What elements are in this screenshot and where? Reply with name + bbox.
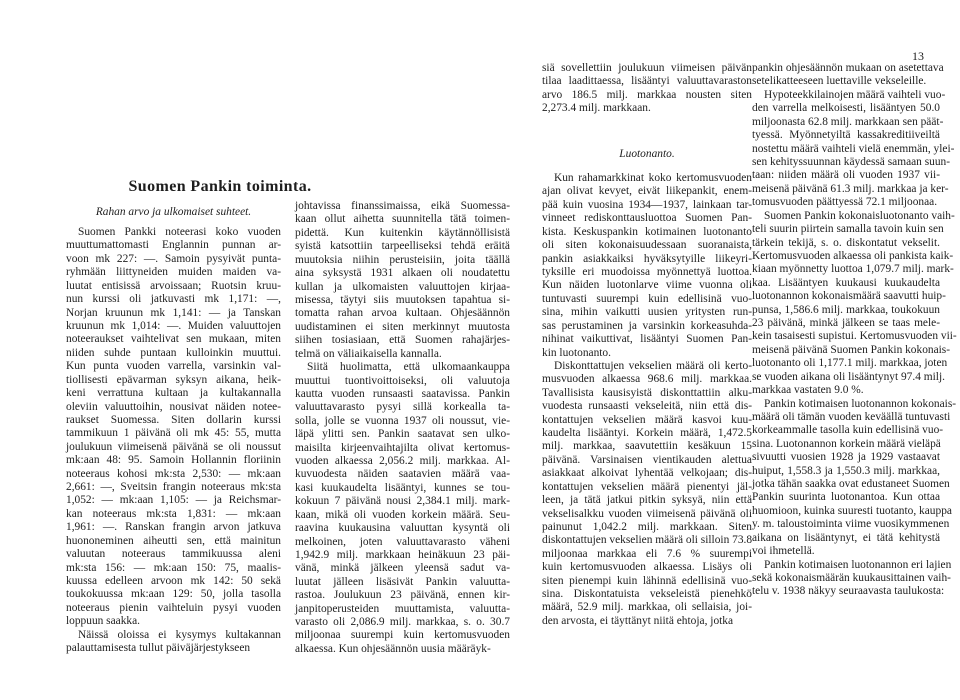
text-line: kuvuodesta näiden saatavien määrä vaa- xyxy=(295,468,510,481)
text-line: Norjan kruunun mk 1,141: — ja Tanskan xyxy=(66,306,281,319)
text-line: luotonanto oli 1,177.1 milj. markkaa, joten xyxy=(752,357,948,370)
text-line: kin luotonanto. xyxy=(542,346,611,359)
text-line: Pankin kotimaisen luotonannon eri lajien xyxy=(764,558,952,571)
text-line: miljoonasta 62.8 milj. markkaan sen päät- xyxy=(752,115,944,128)
text-line: tilaa laadittaessa, lisääntyi valuuttavaraston xyxy=(542,75,752,88)
text-line: leen, ja tätä jatkui pitkin syksyä, niin että xyxy=(542,494,752,507)
subsection-heading: Luotonanto. xyxy=(619,148,675,160)
text-line: 2,273.4 milj. markkaan. xyxy=(542,102,651,115)
text-line: palauttamisesta tullut päiväjärjestykseen xyxy=(66,642,251,654)
text-line: sina. Diskontatuista vekseleistä pienehkö xyxy=(542,588,752,600)
text-line: jotka tähän saakka ovat edustaneet Suomen xyxy=(752,478,950,490)
text-line: tiollisesti epävarman syksyn aikana, heik- xyxy=(66,373,281,386)
text-line: tyksille eri muodoissa myönnettyä luottoa. xyxy=(542,265,752,278)
text-line: musvuoden alkaessa 968.6 milj. markkaa. xyxy=(542,373,752,386)
text-line: 1,052: — mk:aan 1,105: — ja Reichsmar- xyxy=(66,494,281,507)
text-line: voi ihmetellä. xyxy=(752,545,815,558)
text-line: alkaessa. Kun ohjesäännön uusia määräyk- xyxy=(295,642,491,655)
text-line: miljoonaa suurempi kuin kertomusvuoden xyxy=(295,629,510,642)
text-line: Diskonttattujen vekselien määrä oli kerto- xyxy=(554,359,752,372)
text-line: määrä oli tämän vuoden keväällä tuntuvasti xyxy=(752,410,951,423)
text-line: meisenä päivänä 61.3 milj. markkaa ja ker- xyxy=(752,182,949,195)
text-line: vinneet rediskonttausluottoa Suomen Pan- xyxy=(542,212,752,225)
text-line: aina syksystä 1931 alkaen oli noudatettu xyxy=(295,267,510,280)
text-line: kruunun mk 1,014: —. Muiden valuuttojen xyxy=(66,319,281,332)
text-line: kautta vuoden runsaasti saatavissa. Pankin xyxy=(295,387,510,400)
text-line: kein tasaisesti supistui. Kertomusvuoden vii- xyxy=(752,330,957,343)
text-line: nihinat vaikuttivat, lisääntyi Suomen Pan- xyxy=(542,333,752,345)
text-line: Kun rahamarkkinat koko kertomusvuoden xyxy=(554,172,752,184)
text-line: 1,942.9 milj. markkaan heinäkuun 23 päi- xyxy=(295,548,510,561)
text-line: valuuttavarasto pysyi sillä korkealla ta- xyxy=(295,401,510,414)
text-line: nostettu määrä vaihteli vielä enemmän, ylei- xyxy=(752,142,955,155)
text-line: sina. Luotonannon korkein määrä vieläpä xyxy=(752,437,941,450)
text-line: muuttumattomasti Englannin punnan ar- xyxy=(66,239,281,252)
text-line: kullan ja ulkomaisten valuuttojen kirjaa- xyxy=(295,280,510,293)
text-line: pankin ohjesäännön mukaan on asetettava xyxy=(752,62,944,74)
text-line: Pankin kotimaisen luotonannon kokonais- xyxy=(764,397,957,410)
text-line: Suomen Pankin kokonaisluotonanto vaih- xyxy=(764,209,955,222)
text-line: kontattujen vekselien määrä pienentyi jäl- xyxy=(542,480,752,493)
text-line: vekselisalkku vuoden viimeisenä päivänä oli xyxy=(542,507,752,520)
text-line: muutoksia niihin perusteisiin, joita täällä xyxy=(295,253,510,266)
text-line: kiaan myönnetty luottoa 1,079.7 milj. mark- xyxy=(752,263,954,276)
text-line: arvo 186.5 milj. markkaa nousten siten xyxy=(542,88,752,101)
text-line: se vuoden aikana oli lisääntynyt 97.4 milj. xyxy=(752,370,945,383)
text-line: aikana on lisääntynyt, ei tätä kehitystä xyxy=(752,531,940,544)
text-line: setelikatteeseen luettaville vekseleille. xyxy=(752,75,927,88)
text-line: kokuun 7 päivänä nousi 2,384.1 milj. mark- xyxy=(295,495,510,508)
text-line: sas perustaminen ja varsinkin korkeasuhda- xyxy=(542,319,752,332)
text-line: vuoden alkaessa 2,056.2 milj. markkaa. Al- xyxy=(295,455,510,467)
page-number: 13 xyxy=(912,49,924,63)
text-line: markkaa vastaten 9.0 %. xyxy=(752,384,864,397)
text-line: kaudelta lisääntyi. Korkein määrä, 1,472.5 xyxy=(542,427,752,439)
text-line: määrä, 52.9 milj. markkaa, oli sellaisia, joi- xyxy=(542,601,752,614)
text-line: melkoinen, joten valuuttavarasto väheni xyxy=(295,535,510,548)
text-line: diskontattujen vekselien määrä oli silloin 73.8 xyxy=(542,534,753,547)
text-line: korkeammalle tasolla kuin edellisinä vuo- xyxy=(752,424,944,437)
text-line: siihen tosiasiaan, että Suomen rahajärjes- xyxy=(295,334,510,347)
text-line: päivänä. Varsinaisen vientikauden alettua xyxy=(542,453,752,466)
text-line: tammikuun 1 päivänä oli mk 45: 55, mutta xyxy=(66,427,281,440)
text-line: Pankin suurinta luotonantoa. Kun ottaa xyxy=(752,491,940,504)
text-line: syistä katsottiin tarpeelliseksi tehdä eräitä xyxy=(295,240,510,253)
text-line: ryhmään liittyneiden muiden maiden va- xyxy=(66,266,281,279)
text-line: kasi kuukaudelta lisääntyi, kunnes se tou- xyxy=(295,481,510,494)
text-line: Tavallisista kausisyistä diskonttattiin alku- xyxy=(542,386,752,399)
text-line: uudistaminen ei siten merkinnyt muutosta xyxy=(295,320,510,333)
text-line: meisenä päivänä Suomen Pankin kokonais- xyxy=(752,343,951,356)
text-line: huiput, 1,558.3 ja 1,550.3 milj. markkaa, xyxy=(752,464,940,477)
text-line: milj. markkaa, saavutettiin kesäkuun 15 xyxy=(542,440,752,453)
text-line: niiden suhde puntaan kulloinkin muuttui. xyxy=(66,346,281,359)
text-line: misessa, täytyi siis muutoksen tapahtua si- xyxy=(295,293,510,306)
text-line: siä sovellettiin joulukuun viimeisen päivän xyxy=(542,62,752,74)
text-line: luutat jälleen lisäsivät Pankin valuutta- xyxy=(295,575,510,588)
text-line: tomusvuoden päättyessä 72.1 miljoonaa. xyxy=(752,196,938,209)
text-line: valuutan noteeraus tammikuussa aleni xyxy=(66,548,281,561)
text-line: taan: niiden määrä oli vuoden 1937 vii- xyxy=(752,169,940,182)
text-line: miljoonaa markkaa eli 7.6 % suurempi xyxy=(542,547,752,560)
text-line: Hypoteekkilainojen määrä vaihteli vuo- xyxy=(764,88,946,101)
text-line: mk:sta 156: — mk:aan 150: 75, maalis- xyxy=(66,561,281,574)
text-line: oleviin valuuttoihin, nousivat näiden notee- xyxy=(66,400,281,413)
text-line: Suomen Pankki noteerasi koko vuoden xyxy=(78,226,281,238)
text-line: telmä on väliaikaisella kannalla. xyxy=(295,347,442,360)
text-line: Näissä oloissa ei kysymys kultakannan xyxy=(78,628,281,641)
text-line: pää kuin vuosina 1934—1937, lainkaan tar- xyxy=(542,198,752,211)
text-line: luotonannon kokonaismäärä saavutti huip- xyxy=(752,290,946,303)
text-line: kista. Keskuspankin kotimainen luotonanto xyxy=(542,225,752,238)
text-line: raukset Suomessa. Siten dollarin kurssi xyxy=(66,413,281,426)
text-line: keni verrattuna kultaan ja kultakannalla xyxy=(66,387,281,399)
text-line: 23 päivänä, minkä jälkeen se taas mele- xyxy=(752,317,940,329)
text-line: den arvosta, ei täyttänyt niitä ehtoja, jotka xyxy=(542,614,734,627)
text-line: sekä kokonaismäärän kuukausittainen vaih- xyxy=(752,572,951,584)
text-line: mk:aan 48: 95. Samoin Hollannin floriinin xyxy=(66,454,281,467)
text-line: rastoa. Joulukuun 23 päivänä, ennen kir- xyxy=(295,589,510,602)
text-line: punsa, 1,586.6 milj. markkaa, toukokuun xyxy=(752,303,940,316)
text-line: sina, mihin vaikutti uusien yritysten run- xyxy=(542,306,752,319)
text-line: läpä ylitti sen. Pankin saatavat sen ulko- xyxy=(295,428,510,441)
text-line: ajan olivat kevyet, eivät liikepankit, enem- xyxy=(542,185,752,198)
text-line: joulukuun viimeisenä päivänä se oli noussut xyxy=(66,440,281,453)
text-line: raavina kuukausina valuuttan kysyntä oli xyxy=(295,522,510,535)
text-line: tomatta rahan arvoa kultaan. Ohjesäännön xyxy=(295,307,510,320)
text-line: janpitoperusteiden muuttamista, valuutta- xyxy=(295,602,510,615)
text-line: asiakkaat alkoivat lyhentää velkojaan; dis- xyxy=(542,467,752,480)
text-line: toukokuussa mk:aan 129: 50, jolla tasolla xyxy=(66,588,281,601)
text-line: varasto oli 2,086.9 milj. markkaa, s. o. 30.7 xyxy=(295,616,510,628)
text-line: vänä, minkä jälkeen yleensä sadut va- xyxy=(295,562,510,575)
text-line: Kertomusvuoden alkaessa oli pankista kaik- xyxy=(752,249,954,262)
text-line: 1,961: —. Ranskan frangin arvon jatkuva xyxy=(66,521,281,534)
text-line: muuttui tuontivoittoiseksi, oli valuutoja xyxy=(295,374,510,387)
text-line: sen kehityssuunnan käydessä samaan suun- xyxy=(752,155,951,168)
text-line: kaan, mikä oli vuoden korkein määrä. Seu- xyxy=(295,508,510,521)
text-line: Siitä huolimatta, että ulkomaankauppa xyxy=(307,361,510,373)
text-line: luutat entisissä arvoissaan; Ruotsin kruu- xyxy=(66,279,281,292)
text-line: teli suurin piirtein samalla tavoin kuin sen xyxy=(752,223,944,235)
text-line: nun kurssi oli jatkuvasti mk 1,171: —, xyxy=(66,293,281,306)
text-line: tärkein tekijä, s. o. diskontatut vekselit. xyxy=(752,236,940,249)
text-line: tyessä. Myönnetyiltä kassakreditiiveiltä xyxy=(752,129,940,142)
text-line: 2,661: —, Sveitsin frangin noteeraus mk:sta xyxy=(66,481,281,493)
text-line: sivuutti vuosien 1928 ja 1929 vastaavat xyxy=(752,451,940,464)
text-line: loppuun saakka. xyxy=(66,615,141,628)
text-line: vuodesta runsaasti vekseleitä, niin että dis- xyxy=(542,400,752,413)
text-line: oli siten kokonaisuudessaan suoranaista, xyxy=(542,239,752,252)
text-line: Kun punta vuoden varrella, varsinkin val- xyxy=(66,360,281,373)
text-line: kaan ollut aihetta suunnitella tätä toimen- xyxy=(295,213,510,226)
text-line: telu v. 1938 näkyy seuraavasta taulukosta: xyxy=(752,585,945,598)
text-line: painunut 1,042.2 milj. markkaan. Siten xyxy=(542,520,752,533)
text-line: kontattujen vekselien määrä kasvoi kuu- xyxy=(542,413,752,426)
text-line: noteeraukset vaihtelivat sen mukaan, miten xyxy=(66,333,281,346)
text-line: noteeraus pienin vaihteluin pysyi vuoden xyxy=(66,601,281,614)
text-line: voon mk 227: —. Samoin pysyivät punta- xyxy=(66,252,281,265)
text-line: kan noteeraus mk:sta 1,831: — mk:aan xyxy=(66,507,281,520)
text-line: kaa. Lisääntyen kuukausi kuukaudelta xyxy=(752,276,940,289)
text-line: noteeraus kohosi mk:sta 2,530: — mk:aan xyxy=(66,467,281,480)
text-line: huomioon, kuinka suuresti tuotanto, kauppa xyxy=(752,504,952,517)
text-line: kuin kertomusvuoden alkaessa. Lisäys oli xyxy=(542,561,752,574)
section-heading: Rahan arvo ja ulkomaiset suhteet. xyxy=(95,206,252,218)
text-line: pidettä. Kun kuitenkin käytännöllisistä xyxy=(295,226,510,239)
text-line: kuussa edelleen arvoon mk 142: 50 sekä xyxy=(66,574,281,587)
text-line: solla, jolle se vuonna 1937 oli noussut, vie- xyxy=(295,414,510,427)
text-line: y. m. taloustoiminta viime vuosikymmenen xyxy=(752,518,950,531)
text-line: siten pienempi kuin lähinnä edellisinä vuo- xyxy=(542,574,752,587)
text-line: huononeminen aiheutti sen, että mainitun xyxy=(66,534,281,547)
text-line: den varrella melkoisesti, lisääntyen 50.0 xyxy=(752,102,940,115)
text-line: pankin asiakkaiksi hyväksytyille liikeyri- xyxy=(542,252,752,265)
text-line: johtavissa finanssimaissa, eikä Suomessa- xyxy=(295,200,510,212)
page-title: Suomen Pankin toiminta. xyxy=(128,178,312,195)
text-line: tuntuvasti suurempi kuin edellisinä vuo- xyxy=(542,292,752,305)
text-line: maisilta kirjeenvaihtajilta olivat kertomus- xyxy=(295,441,510,454)
text-line: Kun näiden luotonlarve viime vuonna oli xyxy=(542,279,752,292)
